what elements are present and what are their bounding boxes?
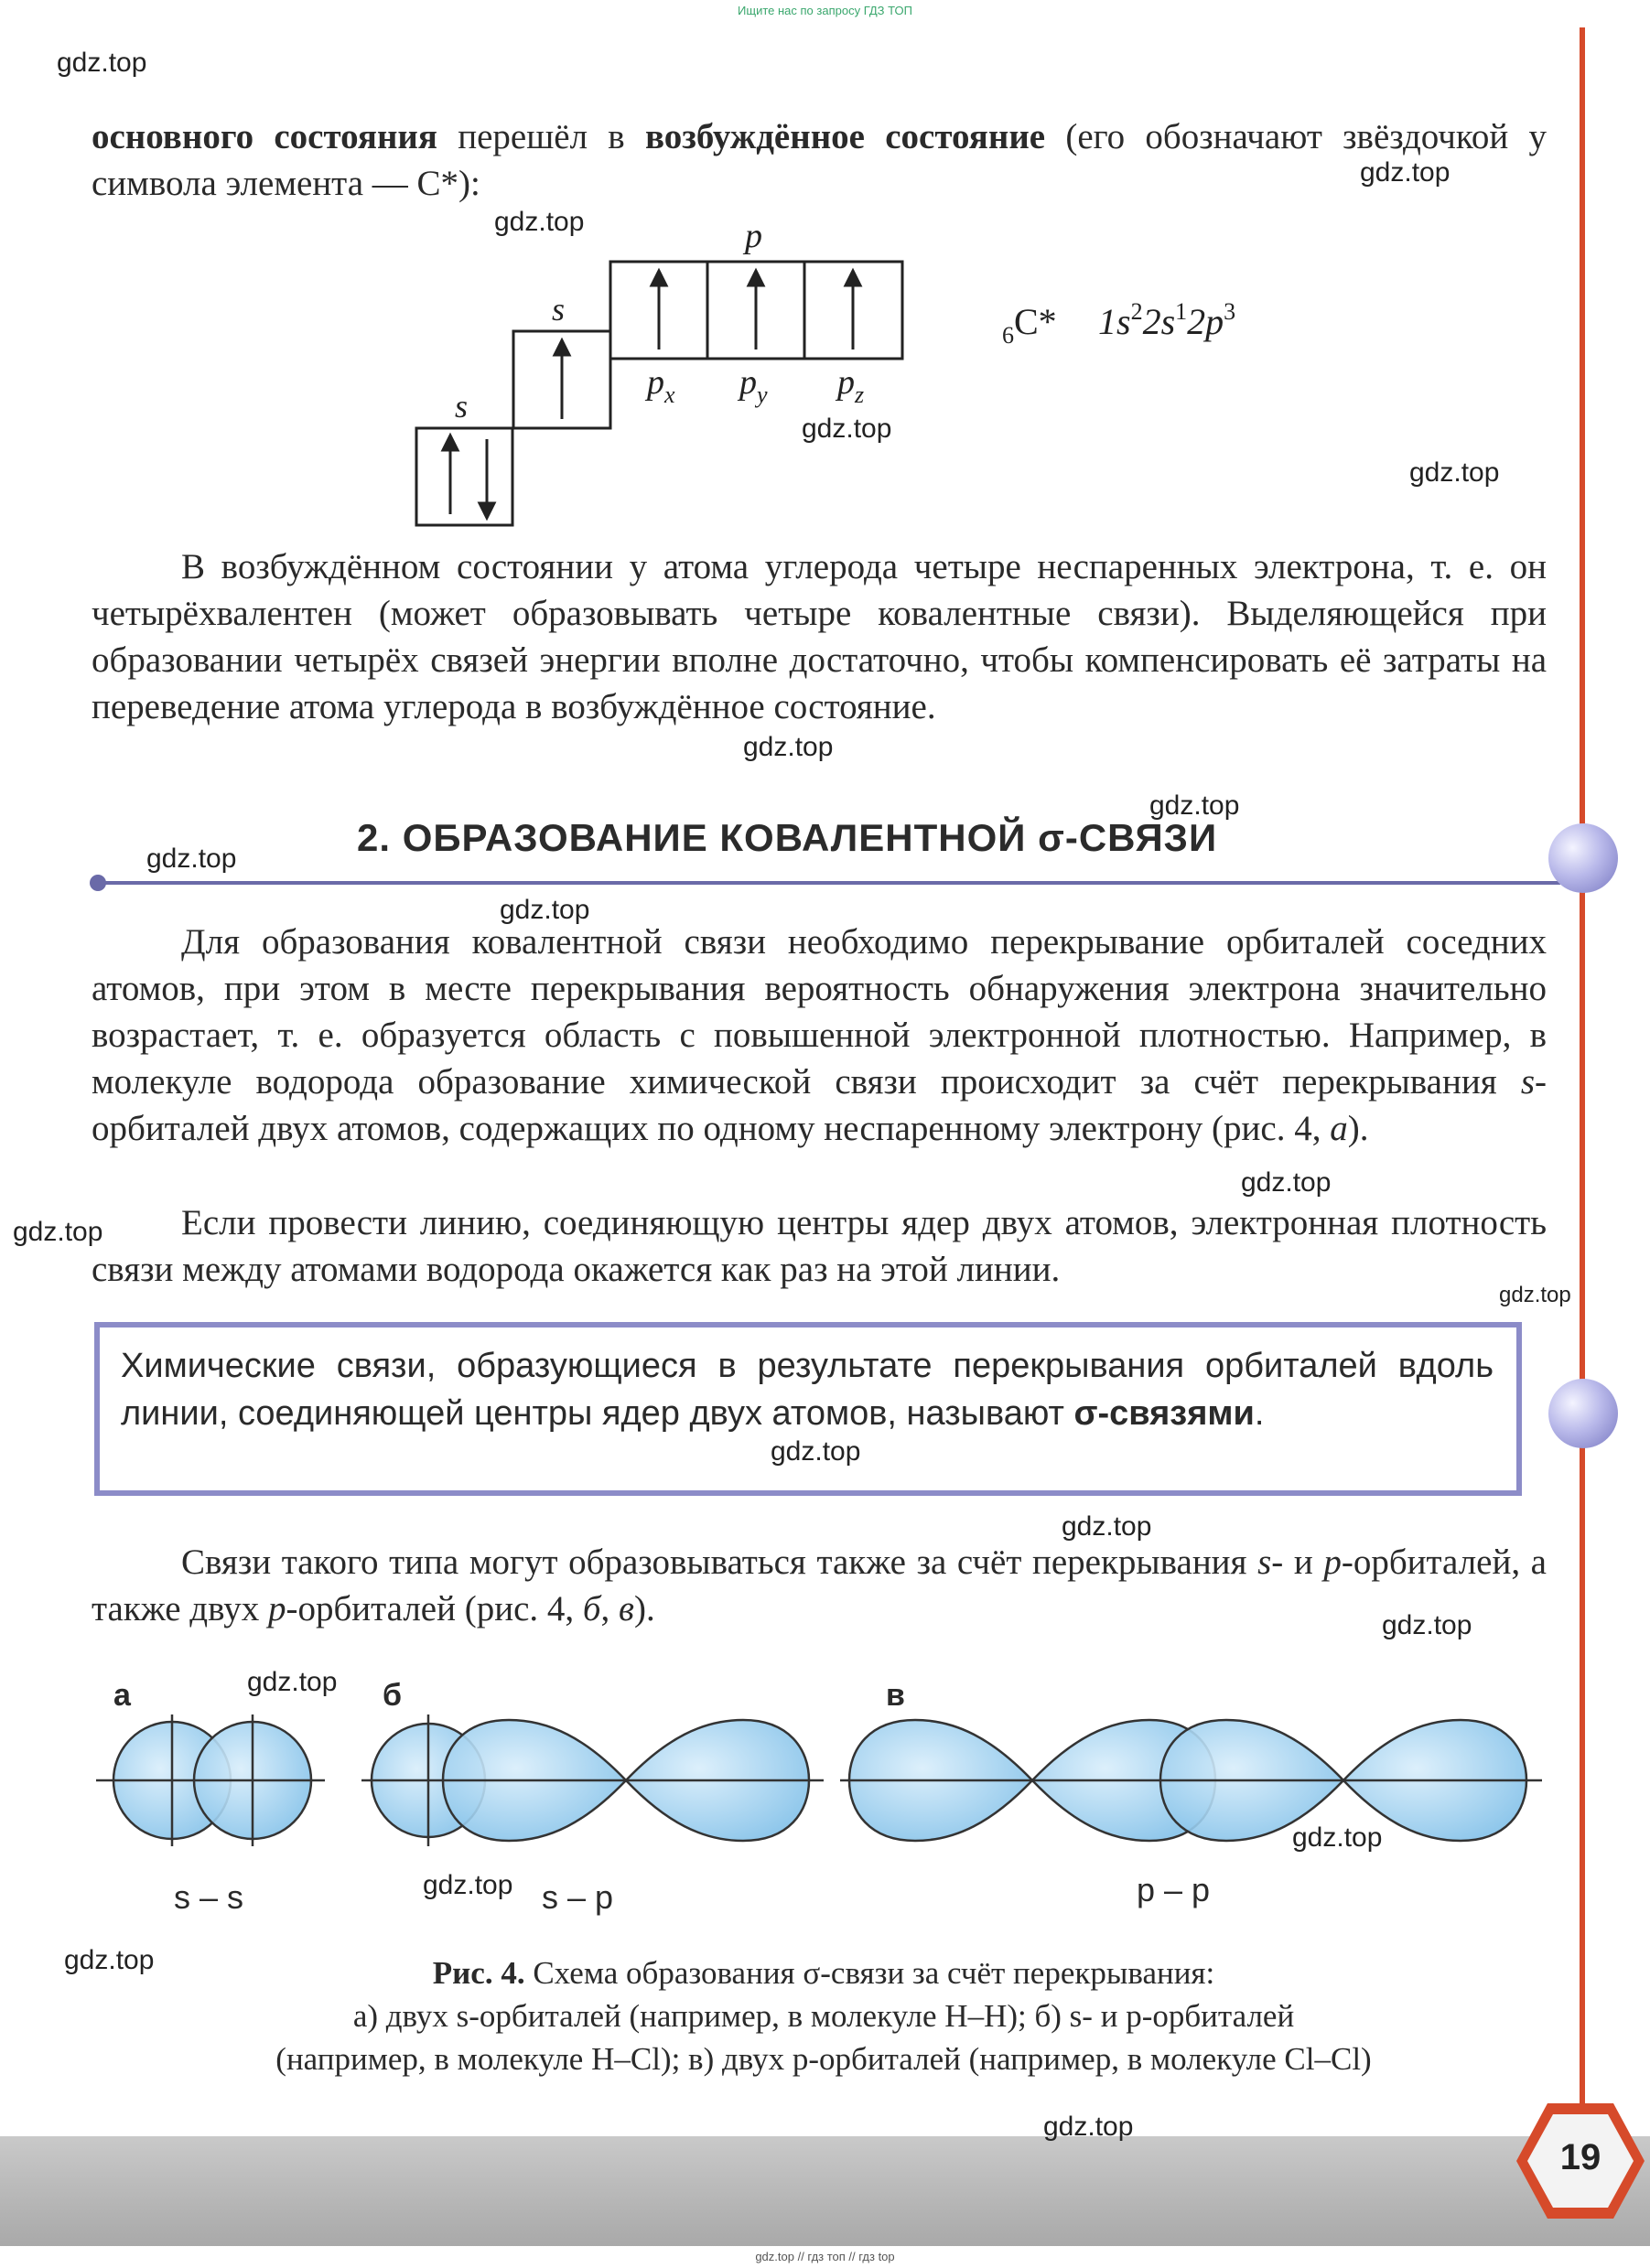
para4-text-e: , [600, 1589, 620, 1628]
watermark: gdz.top [1499, 1283, 1571, 1307]
caption-line-1: Схема образования σ-связи за счёт перекрывания: [524, 1955, 1215, 1991]
figure-sub-a: s – s [174, 1878, 244, 1916]
formula-2s: 2s [1142, 301, 1176, 342]
watermark: gdz.top [1241, 1167, 1332, 1198]
para2-a-letter: а [1330, 1109, 1348, 1148]
label-s-low: s [455, 388, 469, 425]
watermark: gdz.top [500, 895, 590, 925]
formula-exp-2p: 3 [1224, 298, 1236, 325]
watermark: gdz.top [1360, 157, 1450, 188]
watermark: gdz.top [771, 1436, 861, 1467]
watermark: gdz.top [1043, 2112, 1134, 2142]
paragraph-excited-state: В возбуждённом состоянии у атома углерода четыре неспаренных электрона, т. е. он четырёхвалентен (может образовывать четыре ковалентные связи). Выделяющейся при образовании четырёх связей энергии вполне достаточно, чтобы компенсировать её затраты на переведение атома углерода в возбуждённое состояние. [92, 547, 1547, 726]
excited-formula [1002, 298, 1235, 349]
caption-lead: Рис. 4. [432, 1955, 525, 1991]
page-number: 19 [1559, 2137, 1601, 2177]
label-py-sub: y [757, 382, 768, 408]
para4-text-d: -орбиталей (рис. 4, [286, 1589, 583, 1628]
para2-text-a: Для образования ковалентной связи необходимо перекрывание орбиталей соседних атомов, при этом в месте перекрывания вероятность обнаружения электрона значительно возрастает, т. е. образуется область с повышенной электронной плотностью. Например, в молекуле водорода образование химической связи происходит за счёт перекрывания [92, 922, 1547, 1102]
para4-s: s [1257, 1542, 1272, 1582]
intro-text-2: (его обозначают звёздочкой у символа элемента — С*): [92, 117, 1547, 203]
watermark: gdz.top [1382, 1610, 1472, 1640]
watermark: gdz.top [743, 732, 834, 762]
paragraph-other-types [92, 1539, 1547, 1632]
figure-caption-line-1 [92, 1951, 1556, 1994]
intro-bold-1: основного состояния [92, 117, 437, 156]
para2-text-c: ). [1347, 1109, 1369, 1148]
watermark: gdz.top [1062, 1511, 1152, 1542]
definition-end: . [1254, 1394, 1265, 1433]
watermark: gdz.top [146, 844, 237, 874]
arrow-1s-down-head [480, 503, 494, 518]
paragraph-density-line: Если провести линию, соединяющую центры ядер двух атомов, электронная плотность связи между атомами водорода окажется как раз на этой линии. [92, 1203, 1547, 1289]
arrow-2s-up-head [555, 340, 569, 355]
section-title: 2. ОБРАЗОВАНИЕ КОВАЛЕНТНОЙ σ-СВЯЗИ [357, 816, 1218, 859]
watermark: gdz.top [64, 1945, 155, 1975]
formula-symbol: C* [1014, 301, 1057, 342]
section-rule-dot [90, 875, 106, 891]
definition-text [121, 1342, 1494, 1437]
bottom-banner: gdz.top // гдз топ // гдз top [755, 2250, 895, 2263]
definition-term: σ-связями [1073, 1394, 1255, 1433]
intro-text-1: перешёл в [437, 117, 645, 156]
watermark: gdz.top [1149, 790, 1240, 821]
section-rule [96, 881, 1560, 885]
arrow-px-up-head [652, 271, 666, 285]
watermark: gdz.top [1409, 457, 1500, 488]
para4-text-b: - и [1271, 1542, 1324, 1582]
watermark: gdz.top [13, 1217, 103, 1247]
para4-text-a: Связи такого типа могут образовываться также за счёт перекрывания [181, 1542, 1258, 1582]
watermark: gdz.top [423, 1870, 513, 1900]
watermark: gdz.top [247, 1667, 338, 1697]
figure-caption-line-2: а) двух s-орбиталей (например, в молекуле H–H); б) s- и p-орбиталей [352, 1998, 1295, 2034]
intro-bold-2: возбуждённое состояние [644, 117, 1046, 156]
label-s-high: s [552, 291, 566, 328]
figure-sub-b: s – p [542, 1878, 614, 1916]
watermark: gdz.top [802, 414, 892, 444]
para4-text-c: -орбиталей, а также двух [92, 1542, 1547, 1628]
label-p: p [745, 217, 762, 255]
para4-p2: p [267, 1589, 286, 1628]
figure-label-a: а [113, 1678, 131, 1713]
figure-v-p-p [840, 1720, 1542, 1841]
arrow-pz-up-head [846, 271, 860, 285]
para2-text-b: -орбиталей двух атомов, содержащих по одному неспаренному электрону (рис. 4, [92, 1062, 1547, 1148]
watermark: gdz.top [57, 48, 147, 78]
label-py: $p_y$ [739, 363, 768, 408]
para4-text-f: ). [633, 1589, 655, 1628]
formula-2p: 2p [1187, 301, 1224, 342]
bottom-band [0, 2136, 1650, 2246]
label-px-sub: x [664, 382, 675, 408]
formula-1s: 1s [1098, 301, 1131, 342]
definition-ball-icon [1548, 1379, 1618, 1448]
watermark: gdz.top [1292, 1822, 1383, 1853]
figure-label-b: б [383, 1678, 403, 1713]
orbital-diagram [0, 0, 1650, 549]
arrow-py-up-head [749, 271, 763, 285]
paragraph-overlap [92, 919, 1547, 1152]
para4-p: p [1323, 1542, 1342, 1582]
label-pz: $p_z$ [837, 363, 865, 408]
arrow-1s-up-head [443, 435, 458, 450]
para2-s: s [1520, 1062, 1535, 1102]
orbital-overlap-figure [0, 1702, 1650, 1876]
para4-v-letter: в [619, 1589, 634, 1628]
watermark: gdz.top [494, 207, 585, 237]
figure-b-s-p [361, 1714, 824, 1846]
label-pz-sub: z [855, 382, 865, 408]
figure-caption-line-3: (например, в молекуле H–Cl); в) двух p-орбиталей (например, в молекуле Cl–Cl) [275, 2041, 1372, 2077]
figure-label-v: в [886, 1678, 905, 1713]
definition-body: Химические связи, образующиеся в результате перекрывания орбиталей вдоль линии, соединяющей центры ядер двух атомов, называют [121, 1347, 1494, 1433]
section-ball-icon [1548, 823, 1618, 893]
orbital-box-1s [416, 428, 512, 525]
label-px: $p_x$ [647, 363, 675, 408]
formula-subscript: 6 [1002, 322, 1014, 349]
formula-exp-2s: 1 [1175, 298, 1188, 325]
figure-sub-v: p – p [1137, 1871, 1211, 1908]
formula-exp-1s: 2 [1130, 298, 1143, 325]
figure-a-s-s [96, 1714, 325, 1846]
para4-b-letter: б [582, 1589, 601, 1628]
top-banner: Ищите нас по запросу ГДЗ ТОП [738, 4, 912, 17]
